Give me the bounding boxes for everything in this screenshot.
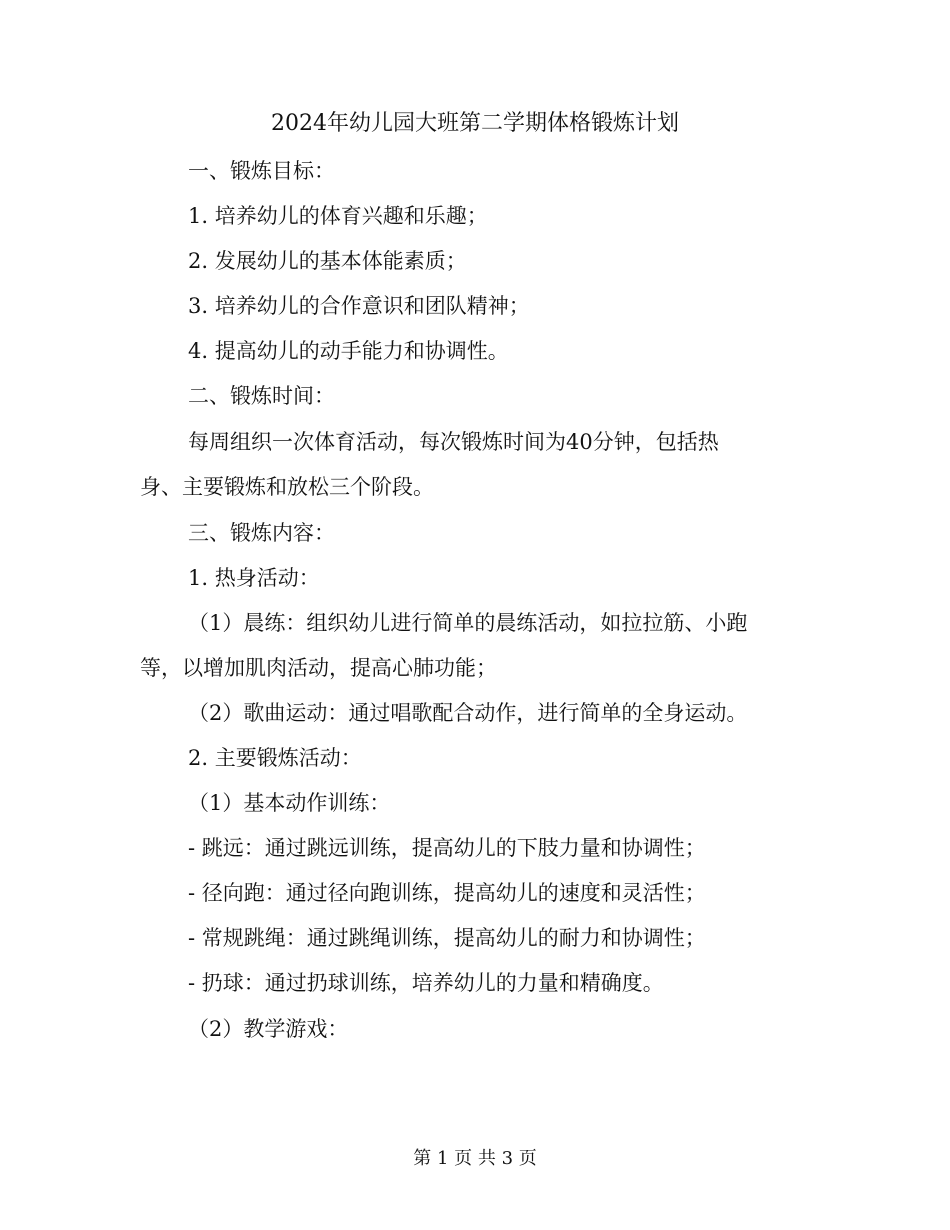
document-title: 2024年幼儿园大班第二学期体格锻炼计划 <box>271 111 679 136</box>
movement-item-radial-run: - 径向跑：通过径向跑训练，提高幼儿的速度和灵活性； <box>188 881 706 905</box>
goal-item-2: 2. 发展幼儿的基本体能素质； <box>188 249 467 273</box>
time-paragraph-line-2: 身、主要锻炼和放松三个阶段。 <box>140 475 434 499</box>
warmup-song-exercise: （2）歌曲运动：通过唱歌配合动作，进行简单的全身运动。 <box>188 701 748 725</box>
basic-movement-heading: （1）基本动作训练： <box>188 791 391 815</box>
warmup-morning-line-2: 等，以增加肌肉活动，提高心肺功能； <box>140 656 497 680</box>
goal-item-3: 3. 培养幼儿的合作意识和团队精神； <box>188 294 530 318</box>
main-exercise-heading: 2. 主要锻炼活动： <box>188 746 362 770</box>
teaching-games-heading: （2）教学游戏： <box>188 1017 349 1041</box>
goal-item-4: 4. 提高幼儿的动手能力和协调性。 <box>188 339 509 363</box>
movement-item-long-jump: - 跳远：通过跳远训练，提高幼儿的下肢力量和协调性； <box>188 836 706 860</box>
section-heading-content: 三、锻炼内容： <box>188 521 335 545</box>
movement-item-ball-throw: - 扔球：通过扔球训练，培养幼儿的力量和精确度。 <box>188 971 664 995</box>
warmup-heading: 1. 热身活动： <box>188 566 320 590</box>
page-footer: 第 1 页 共 3 页 <box>413 1148 537 1169</box>
section-heading-goals: 一、锻炼目标： <box>188 159 335 183</box>
time-paragraph-line-1: 每周组织一次体育活动，每次锻炼时间为40分钟，包括热 <box>188 430 719 454</box>
movement-item-jump-rope: - 常规跳绳：通过跳绳训练，提高幼儿的耐力和协调性； <box>188 926 706 950</box>
goal-item-1: 1. 培养幼儿的体育兴趣和乐趣； <box>188 204 488 228</box>
warmup-morning-line-1: （1）晨练：组织幼儿进行简单的晨练活动，如拉拉筋、小跑 <box>188 611 748 635</box>
section-heading-time: 二、锻炼时间： <box>188 384 335 408</box>
